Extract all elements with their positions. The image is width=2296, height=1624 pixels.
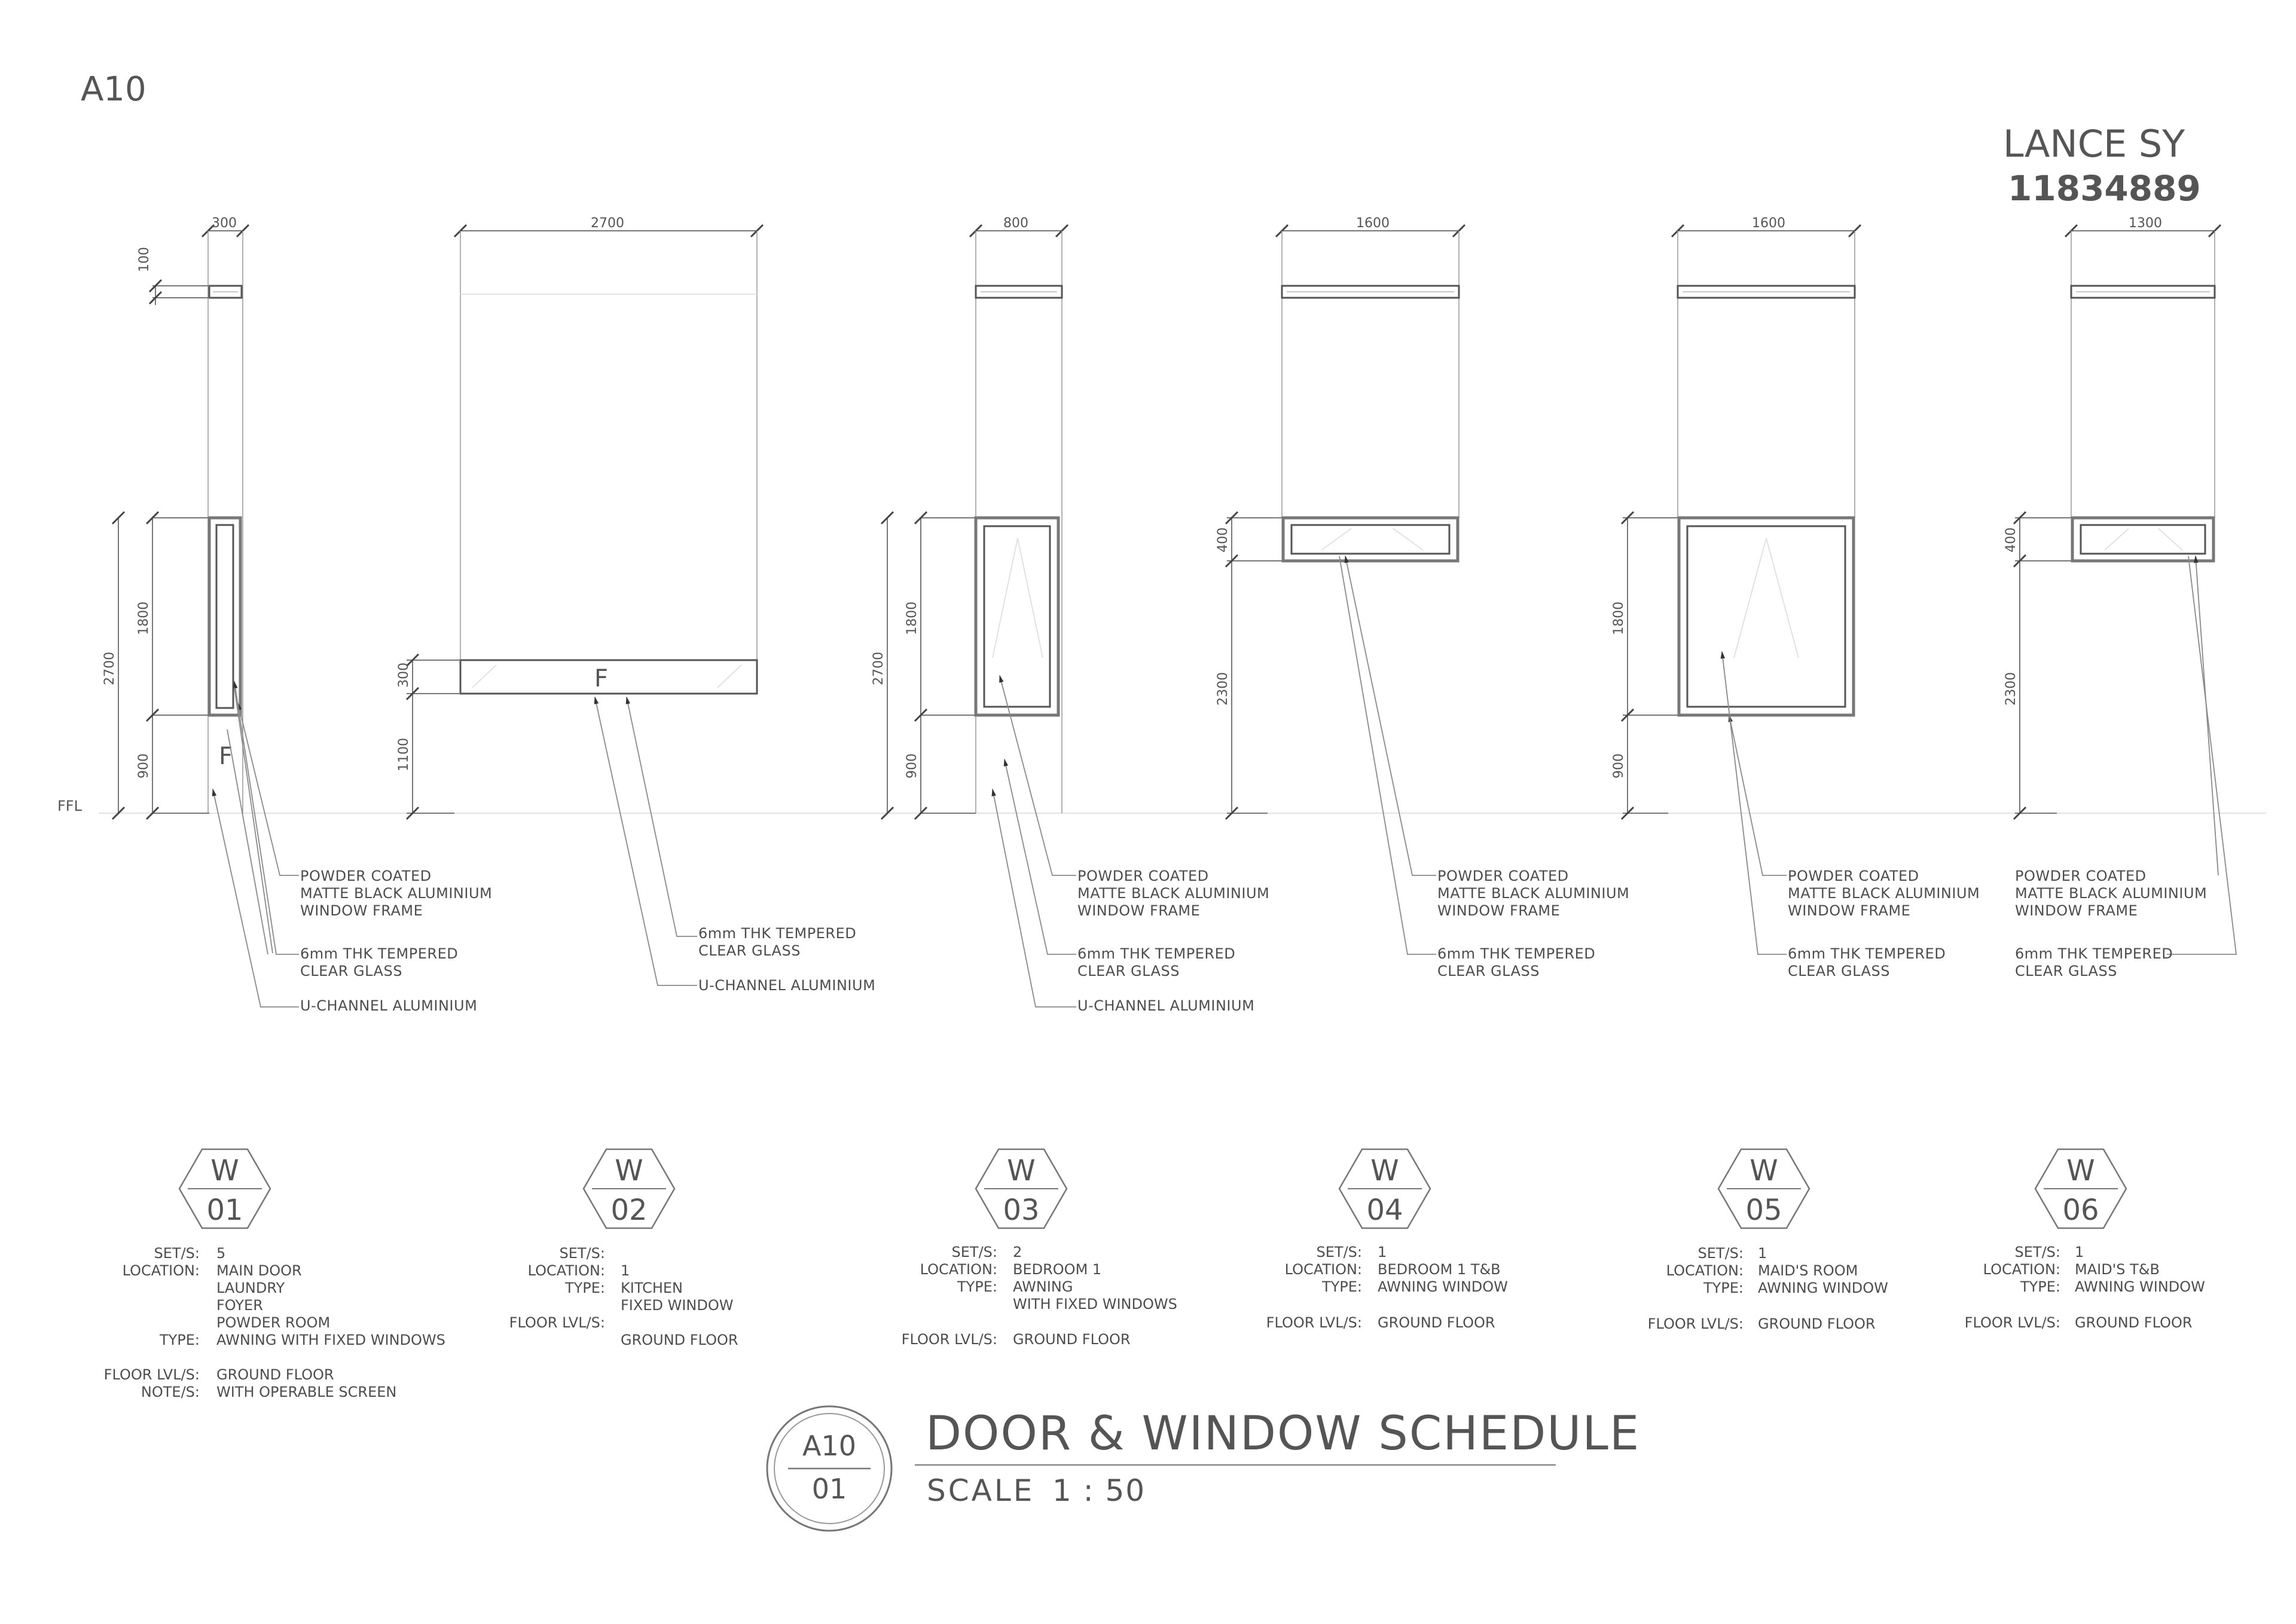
w04-note-5: CLEAR GLASS	[1437, 963, 1540, 979]
w03-notes	[1077, 868, 1269, 1014]
w02-width-dim: 2700	[591, 216, 624, 231]
w03-sched-value-1: BEDROOM 1	[1013, 1261, 1102, 1278]
w01-tag-number: 01	[206, 1193, 243, 1227]
w04-note-3: WINDOW FRAME	[1437, 902, 1561, 919]
w05-sched-value-1: MAID'S ROOM	[1758, 1262, 1858, 1279]
w02-tag-letter: W	[615, 1154, 643, 1188]
drawing-reference-bubble	[767, 1406, 891, 1531]
w03-dim-1800: 1800	[905, 602, 920, 635]
w05-elevation	[1611, 216, 1861, 954]
w01-fixed-mark: F	[219, 743, 233, 770]
w06-tag-number: 06	[2062, 1193, 2099, 1227]
scale-label: SCALE	[927, 1473, 1035, 1508]
w03-dim-900: 900	[905, 753, 920, 779]
w06-notes	[2015, 868, 2207, 979]
w03-dim-2700: 2700	[871, 652, 886, 685]
w04-tag	[1339, 1149, 1430, 1228]
w06-sched-value-2: AWNING WINDOW	[2075, 1278, 2205, 1295]
w01-sched-value-7: WITH OPERABLE SCREEN	[216, 1384, 397, 1400]
w04-sched-value-0: 1	[1378, 1244, 1387, 1260]
w03-sched-label-2: TYPE:	[957, 1278, 997, 1295]
w03-note-4: 6mm THK TEMPERED	[1077, 945, 1236, 962]
w03-tag	[976, 1149, 1067, 1228]
w05-sched-value-0: 1	[1758, 1245, 1767, 1262]
w01-note-1: POWDER COATED	[300, 868, 432, 884]
w02-sched-value-2: KITCHEN	[621, 1280, 683, 1296]
w05-note-5: CLEAR GLASS	[1788, 963, 1890, 979]
w04-tag-number: 04	[1366, 1193, 1403, 1227]
w03-sched-value-2: AWNING	[1013, 1278, 1073, 1295]
title-block	[767, 1406, 1640, 1531]
w02-sched-label-1: LOCATION:	[527, 1262, 605, 1279]
w01-sched-label-1: LOCATION:	[122, 1262, 200, 1279]
w01-sched-value-0: 5	[216, 1245, 226, 1262]
w01-sched-value-6: GROUND FLOOR	[216, 1366, 334, 1383]
w01-note-3: WINDOW FRAME	[300, 902, 423, 919]
w04-dim-2300: 2300	[1216, 672, 1231, 706]
w02-sched-value-1: 1	[621, 1262, 630, 1279]
w03-schedule	[902, 1244, 1177, 1348]
w05-dim-1800: 1800	[1611, 602, 1626, 635]
w01-tag-letter: W	[210, 1154, 239, 1188]
w01-dim-900: 900	[136, 753, 151, 779]
w03-width-dim: 800	[1003, 216, 1028, 231]
w05-sched-label-3: FLOOR LVL/S:	[1647, 1315, 1744, 1332]
w03-tag-letter: W	[1007, 1154, 1036, 1188]
w03-note-3: WINDOW FRAME	[1077, 902, 1201, 919]
w02-note-1: 6mm THK TEMPERED	[698, 925, 857, 942]
w02-note-2: CLEAR GLASS	[698, 942, 801, 959]
w03-note-1: POWDER COATED	[1077, 868, 1209, 884]
author-name: LANCE SY	[2003, 122, 2185, 166]
w02-sched-value-5: GROUND FLOOR	[621, 1332, 738, 1348]
w06-note-2: MATTE BLACK ALUMINIUM	[2015, 885, 2208, 902]
w04-elevation	[1216, 216, 1465, 954]
w02-sched-label-2: TYPE:	[564, 1280, 605, 1296]
w06-schedule	[1965, 1244, 2205, 1331]
w01-sched-label-0: SET/S:	[154, 1245, 200, 1262]
w01-notes	[300, 868, 492, 1014]
w06-sched-label-3: FLOOR LVL/S:	[1964, 1314, 2060, 1331]
w05-note-3: WINDOW FRAME	[1788, 902, 1911, 919]
w01-note-6: U-CHANNEL ALUMINIUM	[300, 997, 478, 1014]
w04-sched-value-3: GROUND FLOOR	[1378, 1314, 1495, 1331]
w01-width-dim: 300	[212, 216, 237, 231]
w01-dim-100: 100	[137, 247, 152, 272]
w05-tag-letter: W	[1750, 1154, 1778, 1188]
w02-notes	[698, 925, 875, 994]
w05-tag	[1718, 1149, 1809, 1228]
w05-dim-900: 900	[1611, 753, 1626, 779]
w05-sched-label-1: LOCATION:	[1666, 1262, 1744, 1279]
w06-note-3: WINDOW FRAME	[2015, 902, 2138, 919]
w01-note-4: 6mm THK TEMPERED	[300, 945, 459, 962]
w06-dim-2300: 2300	[2004, 672, 2019, 706]
w04-sched-value-2: AWNING WINDOW	[1378, 1278, 1508, 1295]
w05-notes	[1788, 868, 1980, 979]
w04-note-1: POWDER COATED	[1437, 868, 1569, 884]
w01-sched-value-5: AWNING WITH FIXED WINDOWS	[216, 1332, 445, 1348]
w03-note-6: U-CHANNEL ALUMINIUM	[1077, 997, 1255, 1014]
w02-sched-value-3: FIXED WINDOW	[621, 1297, 734, 1314]
w02-note-3: U-CHANNEL ALUMINIUM	[698, 977, 876, 994]
w06-note-5: CLEAR GLASS	[2015, 963, 2117, 979]
w04-tag-letter: W	[1370, 1154, 1399, 1188]
w06-sched-value-1: MAID'S T&B	[2075, 1261, 2160, 1278]
w05-sched-value-2: AWNING WINDOW	[1758, 1280, 1888, 1296]
w03-note-5: CLEAR GLASS	[1077, 963, 1180, 979]
w04-dim-400: 400	[1216, 527, 1231, 552]
w01-note-5: CLEAR GLASS	[300, 963, 402, 979]
sheet-number: A10	[81, 70, 146, 109]
w04-sched-value-1: BEDROOM 1 T&B	[1378, 1261, 1501, 1278]
w06-elevation	[2004, 216, 2236, 954]
w04-schedule	[1266, 1244, 1508, 1331]
w05-sched-value-3: GROUND FLOOR	[1758, 1315, 1876, 1332]
w02-dim-1100: 1100	[396, 738, 411, 771]
w02-tag-number: 02	[610, 1193, 648, 1227]
w01-sched-label-6: FLOOR LVL/S:	[103, 1366, 200, 1383]
student-id: 11834889	[2008, 168, 2201, 209]
w05-note-2: MATTE BLACK ALUMINIUM	[1788, 885, 1980, 902]
drawing-title: DOOR & WINDOW SCHEDULE	[926, 1407, 1641, 1461]
w03-elevation	[871, 216, 1076, 1007]
w04-note-2: MATTE BLACK ALUMINIUM	[1437, 885, 1630, 902]
w04-sched-label-0: SET/S:	[1316, 1244, 1362, 1260]
w01-dim-1800: 1800	[136, 602, 151, 635]
w06-dim-400: 400	[2004, 527, 2019, 552]
w01-sched-value-1: MAIN DOOR	[216, 1262, 302, 1279]
w06-tag-letter: W	[2066, 1154, 2095, 1188]
w02-tag	[584, 1149, 674, 1228]
w01-sched-value-3: FOYER	[216, 1297, 263, 1314]
w02-sched-label-4: FLOOR LVL/S:	[509, 1314, 605, 1331]
w03-note-2: MATTE BLACK ALUMINIUM	[1077, 885, 1270, 902]
w01-dim-2700: 2700	[102, 652, 117, 685]
w02-sched-label-0: SET/S:	[559, 1245, 605, 1262]
w04-sched-label-3: FLOOR LVL/S:	[1266, 1314, 1362, 1331]
w01-tag	[179, 1149, 270, 1228]
w01-elevation	[102, 216, 299, 1007]
w04-notes	[1437, 868, 1629, 979]
w03-sched-value-3: WITH FIXED WINDOWS	[1013, 1296, 1177, 1312]
w06-note-4: 6mm THK TEMPERED	[2015, 945, 2173, 962]
w03-sched-label-1: LOCATION:	[920, 1261, 997, 1278]
w05-note-1: POWDER COATED	[1788, 868, 1919, 884]
w01-note-2: MATTE BLACK ALUMINIUM	[300, 885, 493, 902]
w05-width-dim: 1600	[1752, 216, 1785, 231]
w05-schedule	[1648, 1245, 1888, 1332]
w06-sched-label-0: SET/S:	[2014, 1244, 2060, 1260]
bubble-sheet-number: A10	[802, 1430, 857, 1462]
w03-sched-label-4: FLOOR LVL/S:	[901, 1331, 997, 1348]
w06-sched-label-2: TYPE:	[2020, 1278, 2060, 1295]
w06-sched-value-3: GROUND FLOOR	[2075, 1314, 2193, 1331]
w05-note-4: 6mm THK TEMPERED	[1788, 945, 1946, 962]
w01-sched-value-4: POWDER ROOM	[216, 1314, 331, 1331]
w03-sched-label-0: SET/S:	[951, 1244, 997, 1260]
w01-sched-label-5: TYPE:	[159, 1332, 200, 1348]
w06-note-1: POWDER COATED	[2015, 868, 2147, 884]
w06-width-dim: 1300	[2129, 216, 2162, 231]
w06-sched-value-0: 1	[2075, 1244, 2084, 1260]
w02-dim-300: 300	[396, 663, 411, 688]
w02-schedule	[509, 1245, 738, 1348]
w02-fixed-mark: F	[594, 665, 609, 692]
w02-elevation	[396, 216, 763, 985]
bubble-drawing-number: 01	[811, 1473, 847, 1505]
w05-sched-label-0: SET/S:	[1697, 1245, 1744, 1262]
w03-tag-number: 03	[1003, 1193, 1040, 1227]
ffl-label: FFL	[57, 798, 82, 814]
w05-sched-label-2: TYPE:	[1703, 1280, 1744, 1296]
w06-sched-label-1: LOCATION:	[1983, 1261, 2060, 1278]
w05-tag-number: 05	[1745, 1193, 1782, 1227]
scale-value: 1 : 50	[1052, 1473, 1146, 1508]
w03-sched-value-4: GROUND FLOOR	[1013, 1331, 1131, 1348]
w04-sched-label-2: TYPE:	[1321, 1278, 1362, 1295]
w03-sched-value-0: 2	[1013, 1244, 1022, 1260]
w01-sched-value-2: LAUNDRY	[216, 1280, 285, 1296]
w06-tag	[2035, 1149, 2126, 1228]
w04-note-4: 6mm THK TEMPERED	[1437, 945, 1596, 962]
w04-sched-label-1: LOCATION:	[1284, 1261, 1362, 1278]
w04-width-dim: 1600	[1356, 216, 1390, 231]
w01-schedule	[104, 1245, 445, 1400]
w01-sched-label-7: NOTE/S:	[141, 1384, 200, 1400]
